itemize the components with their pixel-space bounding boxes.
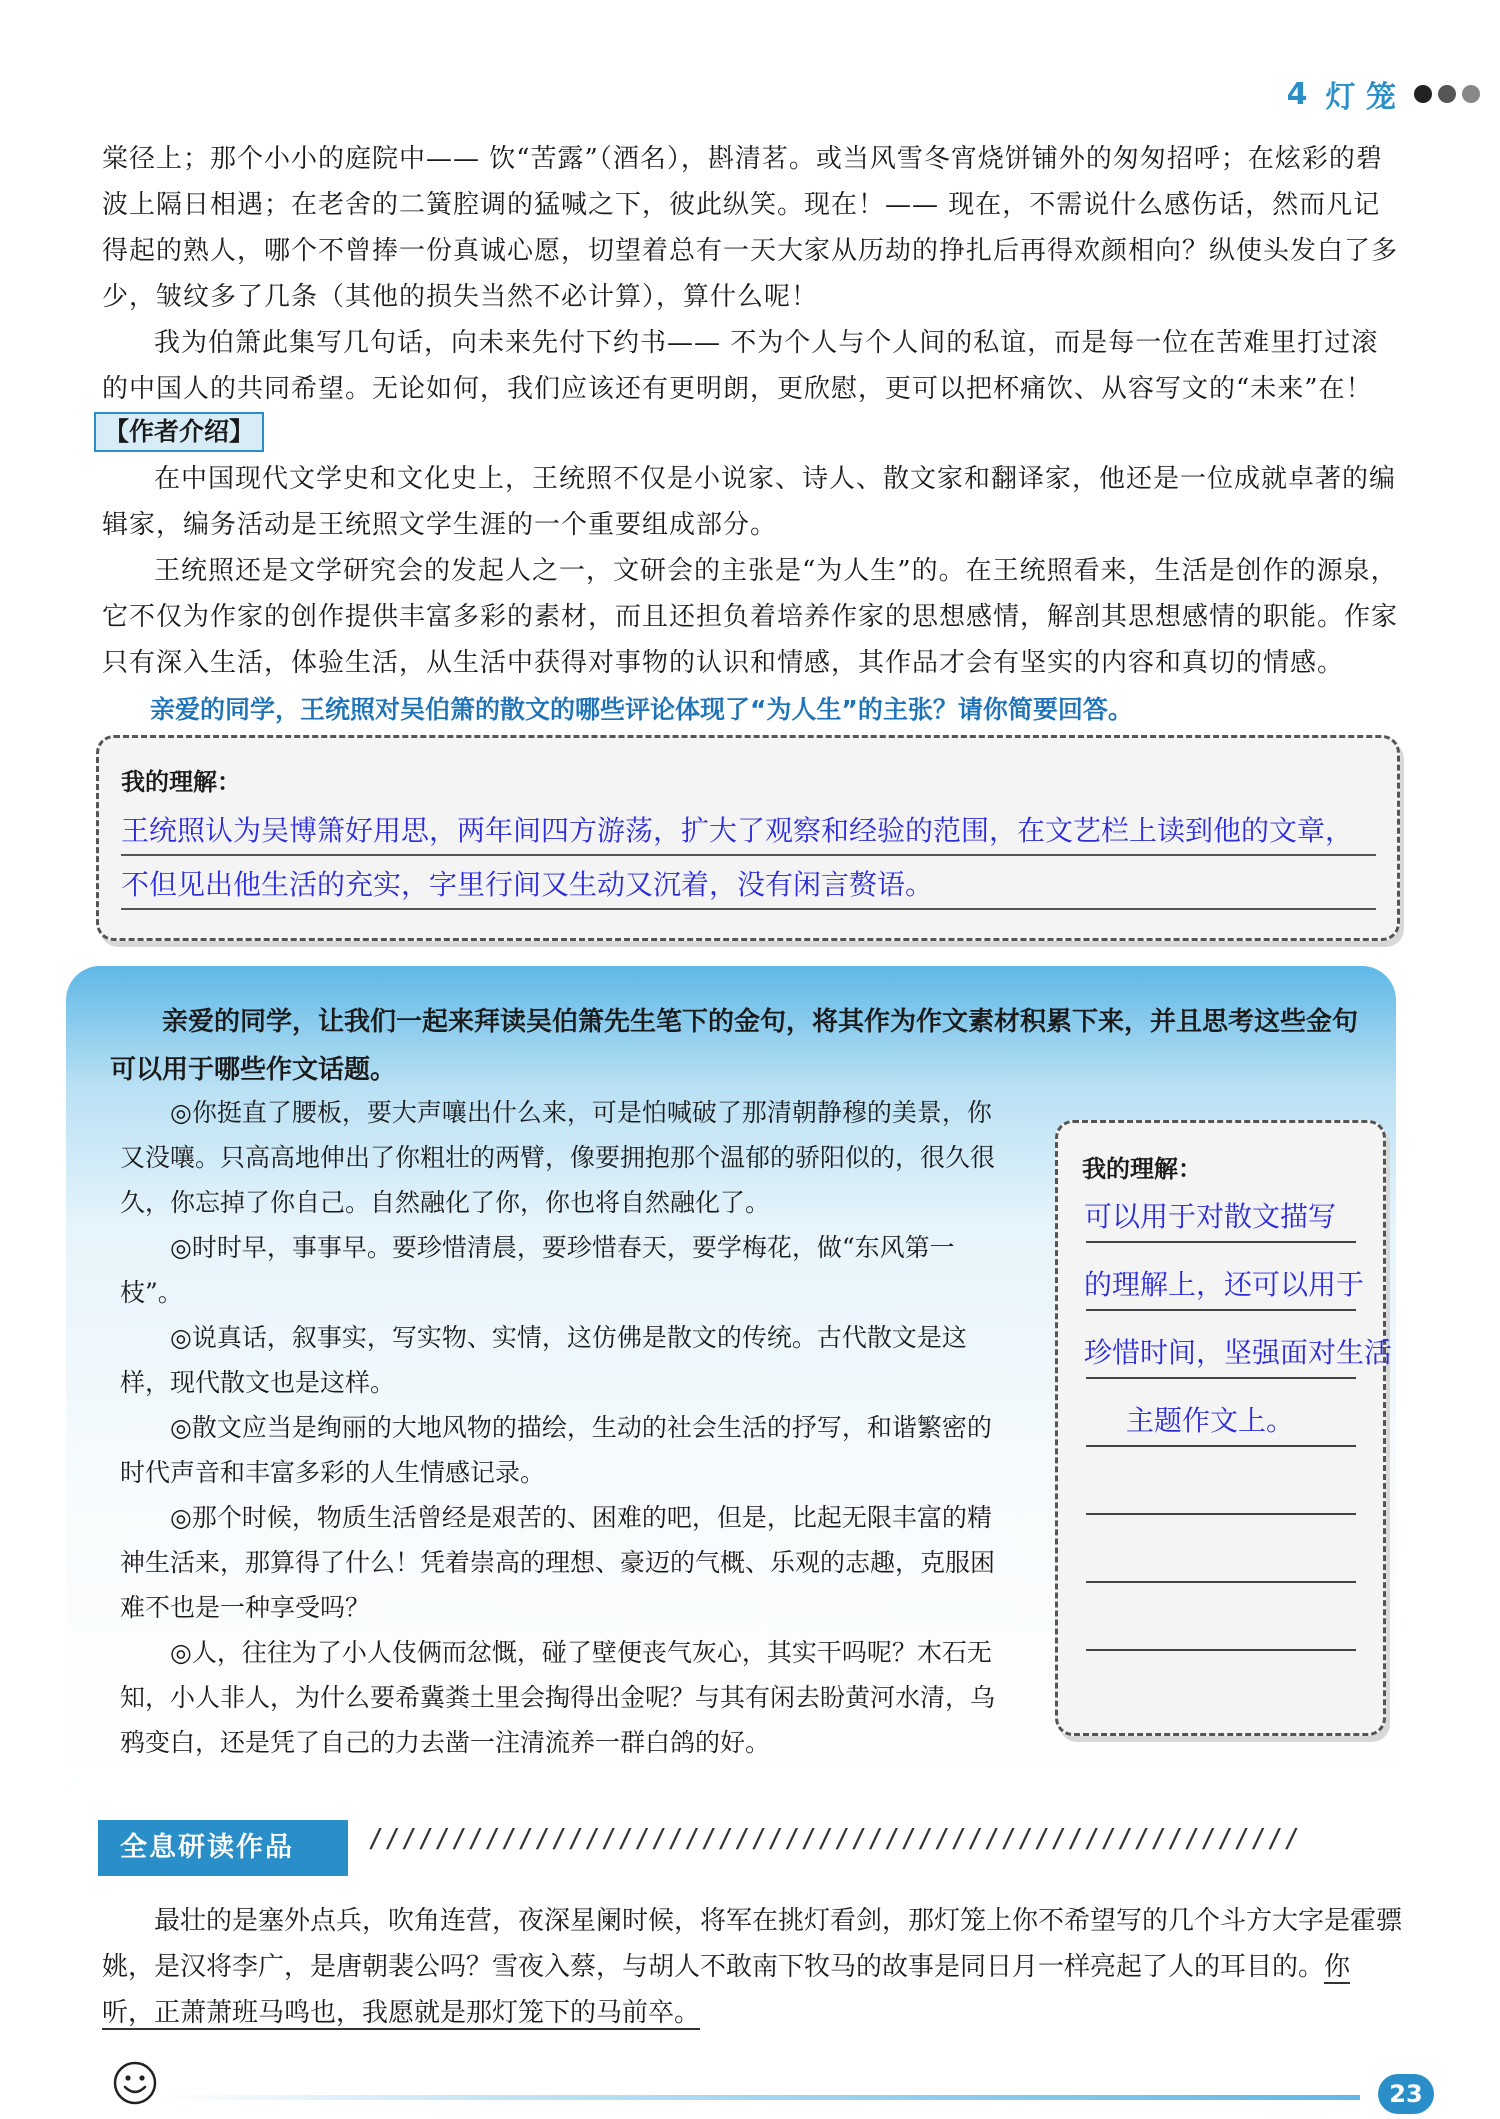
footer-line bbox=[160, 2095, 1360, 2100]
quotes-intro: 亲爱的同学，让我们一起来拜读吴伯箫先生笔下的金句，将其作为作文素材积累下来，并且思考这些金句可以用于哪些作文话题。 bbox=[110, 1007, 1359, 1085]
author-paragraph-1: 在中国现代文学史和文化史上，王统照不仅是小说家、诗人、散文家和翻译家，他还是一位成就卓著的编辑家，编务活动是王统照文学生涯的一个重要组成部分。 bbox=[102, 464, 1397, 540]
answer2-line-3: 珍惜时间，坚强面对生活 bbox=[1084, 1336, 1393, 1369]
ruled-line bbox=[1086, 1445, 1356, 1447]
quote-item: ◎人，往往为了小人伎俩而忿慨，碰了壁便丧气灰心，其实干吗呢？木石无知，小人非人，为什么要希冀粪土里会掏得出金呢？与其有闲去盼黄河水清，乌鸦变白，还是凭了自己的力去凿一注清流养一群白鸽的好。 bbox=[120, 1638, 996, 1757]
quote-item: ◎你挺直了腰板，要大声嚷出什么来，可是怕喊破了那清朝静穆的美景，你又没嚷。只高高地伸出了你粗壮的两臂，像要拥抱那个温郁的骄阳似的，很久很久，你忘掉了你自己。自然融化了你，你也将自然融化了。 bbox=[120, 1098, 996, 1217]
quote-item: ◎时时早，事事早。要珍惜清晨，要珍惜春天，要学梅花，做“东风第一枝”。 bbox=[120, 1233, 955, 1307]
quote-item: ◎那个时候，物质生活曾经是艰苦的、困难的吧，但是，比起无限丰富的精神生活来，那算得了什么！凭着崇高的理想、豪迈的气概、乐观的志趣，克服困难不也是一种享受吗？ bbox=[120, 1503, 996, 1622]
ruled-line bbox=[1086, 1513, 1356, 1515]
answer-label: 我的理解： bbox=[1082, 1155, 1202, 1183]
reading-underlined: 你听，正萧萧班马鸣也，我愿就是那灯笼下的马前卒。 bbox=[102, 1952, 1351, 2028]
author-question: 亲爱的同学，王统照对吴伯箫的散文的哪些评论体现了“为人生”的主张？请你简要回答。 bbox=[150, 695, 1133, 724]
page-number: 23 bbox=[1378, 2074, 1434, 2114]
answer2-line-1: 可以用于对散文描写 bbox=[1084, 1200, 1337, 1233]
quote-item: ◎说真话，叙事实，写实物、实情，这仿佛是散文的传统。古代散文是这样，现代散文也是这样。 bbox=[120, 1323, 967, 1397]
chapter-header bbox=[1287, 72, 1480, 116]
answer-box-1 bbox=[96, 735, 1400, 941]
reading-paragraph bbox=[102, 1898, 1402, 2036]
chapter-title: 灯 笼 bbox=[1325, 80, 1396, 115]
quote-item: ◎散文应当是绚丽的大地风物的描绘，生动的社会生活的抒写，和谐繁密的时代声音和丰富多彩的人生情感记录。 bbox=[120, 1413, 992, 1487]
author-paragraph-2: 王统照还是文学研究会的发起人之一，文研会的主张是“为人生”的。在王统照看来，生活是创作的源泉，它不仅为作家的创作提供丰富多彩的素材，而且还担负着培养作家的思想感情，解剖其思想感情的职能。作家只有深入生活，体验生活，从生活中获得对事物的认识和情感，其作品才会有坚实的内容和真切的情感。 bbox=[102, 556, 1399, 678]
ruled-line bbox=[1086, 1309, 1356, 1311]
author-intro-tag: 【作者介绍】 bbox=[94, 412, 264, 452]
ruled-line bbox=[1086, 1241, 1356, 1243]
chapter-number: 4 bbox=[1286, 76, 1308, 112]
answer-line-1: 王统照认为吴博箫好用思，两年间四方游荡，扩大了观察和经验的范围，在文艺栏上读到他的文章， bbox=[121, 808, 1376, 856]
ruled-line bbox=[1086, 1649, 1356, 1651]
section-banner: 全息研读作品 bbox=[98, 1820, 348, 1876]
answer-box-2 bbox=[1055, 1120, 1393, 1736]
quotes-list bbox=[120, 1090, 1015, 1765]
smiley-icon bbox=[112, 2060, 158, 2106]
ruled-line bbox=[1086, 1581, 1356, 1583]
banner-slash-rule: //////////////////////////////////////////////////////// bbox=[368, 1824, 1301, 1854]
reading-text bbox=[102, 1898, 1402, 2036]
ruled-line bbox=[1086, 1377, 1356, 1379]
header-dots-icon bbox=[1414, 85, 1480, 103]
answer-label: 我的理解： bbox=[121, 768, 241, 796]
answer2-line-4: 主题作文上。 bbox=[1126, 1404, 1295, 1437]
paragraph-continued: 棠径上；那个小小的庭院中—— 饮“苦露”（酒名），斟清茗。或当风雪冬宵烧饼铺外的匆匆招呼；在炫彩的碧波上隔日相遇；在老舍的二簧腔调的猛喊之下，彼此纵笑。现在！—— 现在，不需说什么感伤话，然而凡记得起的熟人，哪个不曾捧一份真诚心愿，切望着总有一天大家从历劫的挣扎后再得欢颜相向？纵使头发白了多少，皱纹多了几条（其他的损失当然不必计算），算什么呢！ bbox=[102, 144, 1399, 312]
reading-main: 最壮的是塞外点兵，吹角连营，夜深星阑时候，将军在挑灯看剑，那灯笼上你不希望写的几个斗方大字是霍骠姚，是汉将李广，是唐朝裴公吗？雪夜入蔡，与胡人不敢南下牧马的故事是同日月一样亮起了人的耳目的。 bbox=[102, 1906, 1403, 1982]
answer2-line-2: 的理解上，还可以用于 bbox=[1084, 1268, 1365, 1301]
answer-line-2: 不但见出他生活的充实，字里行间又生动又沉着，没有闲言赘语。 bbox=[121, 862, 1376, 910]
paragraph-preface-wish: 我为伯箫此集写几句话，向未来先付下约书—— 不为个人与个人间的私谊，而是每一位在苦难里打过滚的中国人的共同希望。无论如何，我们应该还有更明朗，更欣慰，更可以把杯痛饮、从容写文的“未来”在！ bbox=[102, 328, 1379, 404]
